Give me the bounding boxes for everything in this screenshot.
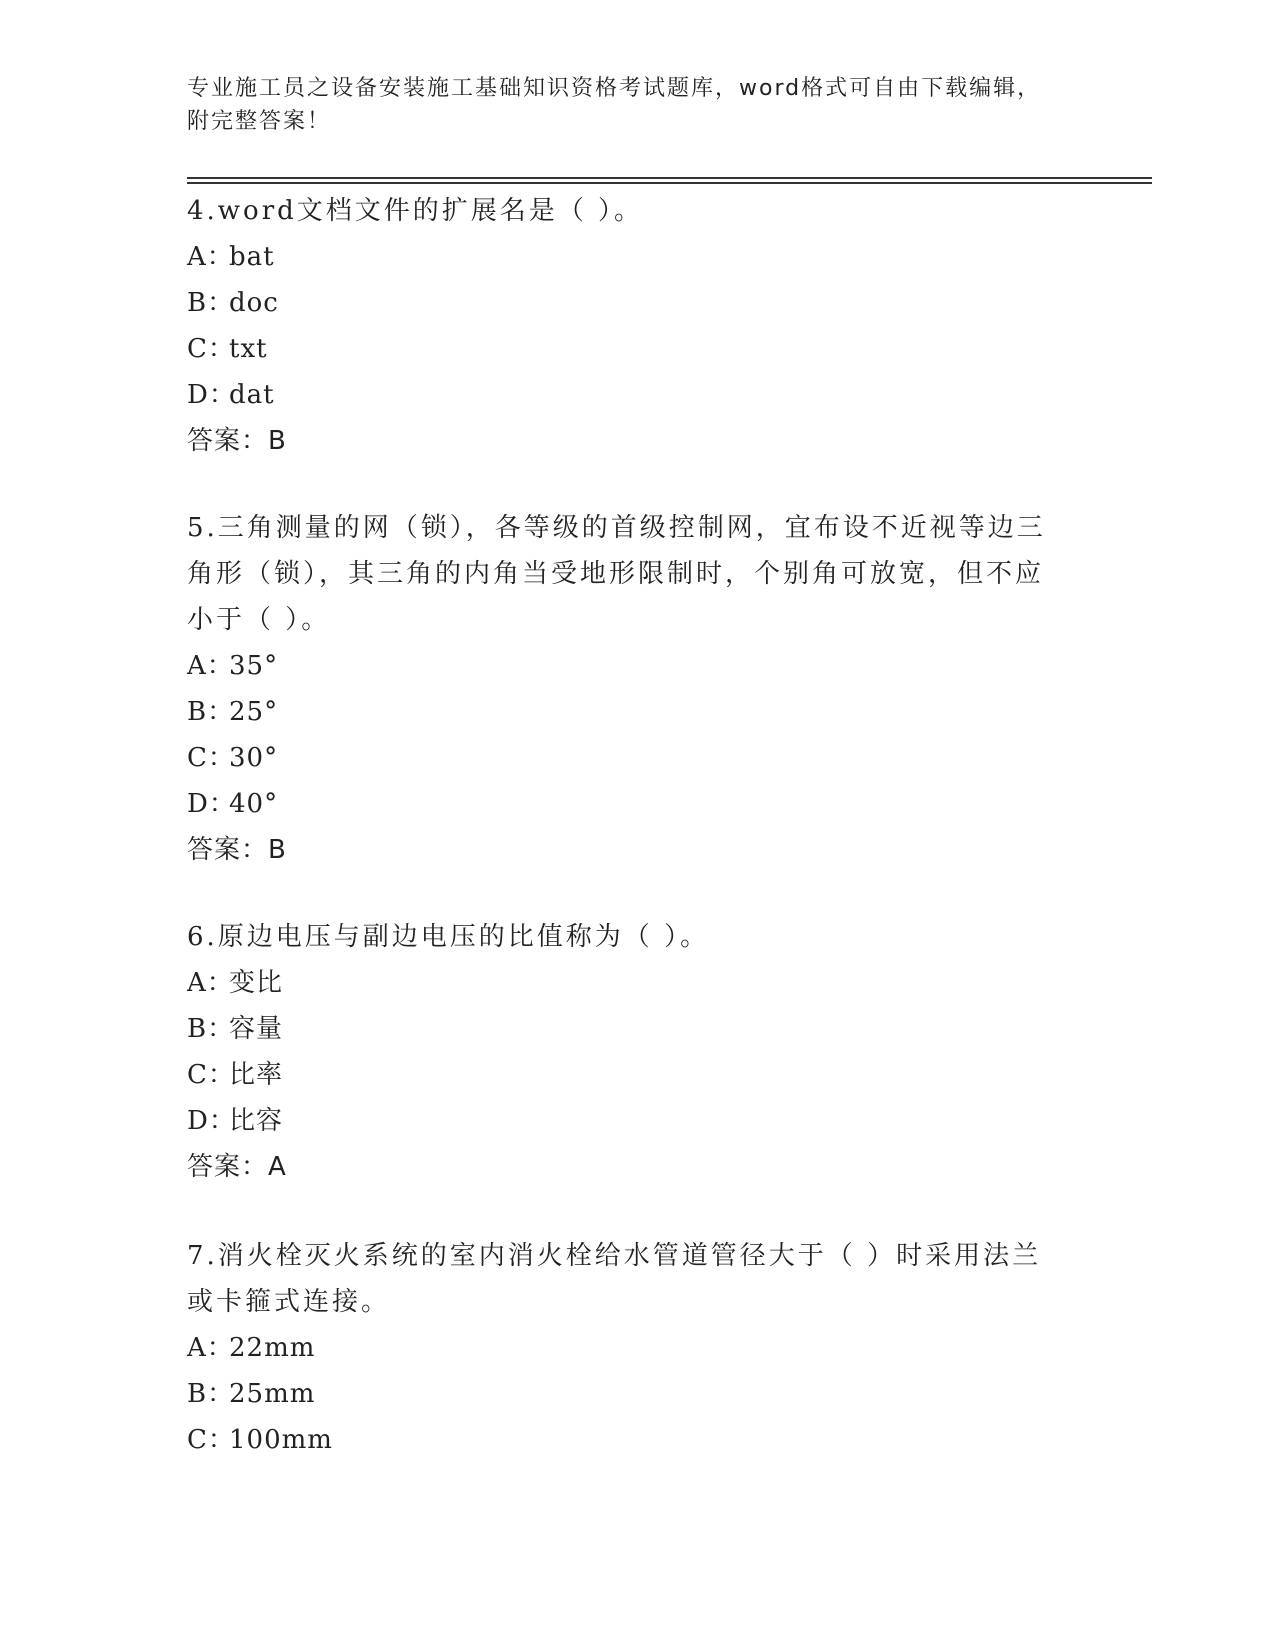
option-a <box>187 643 1067 689</box>
option-letter: C： <box>187 334 235 364</box>
option-b <box>187 1371 1067 1417</box>
option-text: 比率 <box>229 1060 284 1090</box>
option-c <box>187 735 1067 781</box>
question-6 <box>187 914 1067 1190</box>
option-letter: B： <box>187 697 235 727</box>
option-d <box>187 1098 1067 1144</box>
option-letter: B： <box>187 288 235 318</box>
question-stem: 6.原边电压与副边电压的比值称为（ ）。 <box>187 922 710 952</box>
option-letter: D： <box>187 789 236 819</box>
option-text: 22mm <box>229 1333 316 1363</box>
answer-line: 答案：B <box>187 835 287 865</box>
option-text: dat <box>229 380 275 410</box>
header-divider-bottom <box>187 182 1152 184</box>
option-text: 30° <box>229 743 279 773</box>
option-text: 容量 <box>229 1014 284 1044</box>
option-text: 25mm <box>229 1379 316 1409</box>
question-5 <box>187 505 1067 873</box>
question-stem: 5.三角测量的网（锁），各等级的首级控制网，宜布设不近视等边三角形（锁），其三角的内角当受地形限制时，个别角可放宽，但不应小于（ ）。 <box>187 513 1046 635</box>
option-letter: A： <box>187 242 234 272</box>
header-divider-top <box>187 177 1152 179</box>
option-letter: A： <box>187 651 234 681</box>
option-letter: C： <box>187 1425 235 1455</box>
option-d <box>187 781 1067 827</box>
option-letter: D： <box>187 1106 236 1136</box>
option-text: doc <box>229 288 279 318</box>
option-letter: A： <box>187 1333 234 1363</box>
option-b <box>187 689 1067 735</box>
option-c <box>187 1417 1067 1463</box>
question-stem: 4.word文档文件的扩展名是（ ）。 <box>187 196 644 226</box>
question-4 <box>187 188 1067 464</box>
header-title-line-2: 附完整答案！ <box>187 109 332 134</box>
question-stem: 7.消火栓灭火系统的室内消火栓给水管道管径大于（ ）时采用法兰或卡箍式连接。 <box>187 1241 1042 1317</box>
option-letter: A： <box>187 968 234 998</box>
option-letter: D： <box>187 380 236 410</box>
option-letter: C： <box>187 1060 235 1090</box>
option-text: 比容 <box>229 1106 284 1136</box>
option-a <box>187 960 1067 1006</box>
header-title-line-1: 专业施工员之设备安装施工基础知识资格考试题库，word格式可自由下载编辑， <box>187 76 1042 101</box>
option-text: 40° <box>229 789 279 819</box>
option-c <box>187 1052 1067 1098</box>
answer-line: 答案：A <box>187 1152 287 1182</box>
option-letter: B： <box>187 1379 235 1409</box>
option-a <box>187 1325 1067 1371</box>
option-a <box>187 234 1067 280</box>
option-text: txt <box>229 334 268 364</box>
option-text: bat <box>229 242 275 272</box>
question-7 <box>187 1233 1067 1463</box>
option-b <box>187 280 1067 326</box>
document-header <box>187 72 1067 138</box>
option-b <box>187 1006 1067 1052</box>
option-text: 25° <box>229 697 279 727</box>
option-d <box>187 372 1067 418</box>
option-c <box>187 326 1067 372</box>
option-text: 35° <box>229 651 279 681</box>
option-text: 100mm <box>229 1425 333 1455</box>
option-letter: B： <box>187 1014 235 1044</box>
option-letter: C： <box>187 743 235 773</box>
option-text: 变比 <box>229 968 284 998</box>
answer-line: 答案：B <box>187 426 287 456</box>
